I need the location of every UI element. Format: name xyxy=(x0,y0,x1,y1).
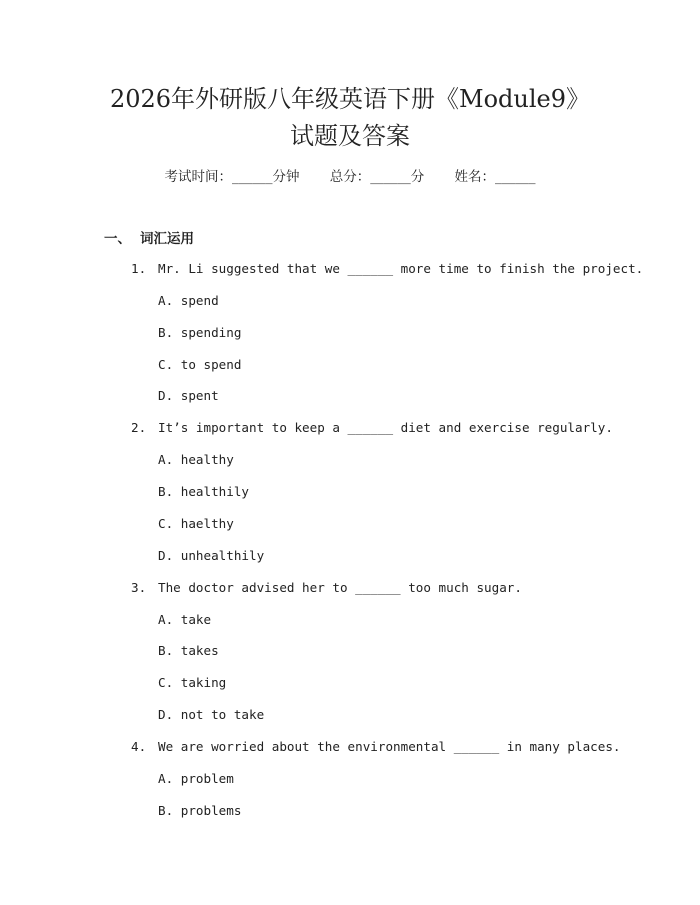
answer-option: D. unhealthily xyxy=(158,548,265,563)
exam-time-field: 考试时间：______分钟 xyxy=(164,169,300,185)
answer-option: B. healthily xyxy=(158,484,249,499)
question-text: It’s important to keep a ______ diet and exercise regularly. xyxy=(158,420,613,435)
answer-option: C. haelthy xyxy=(158,516,234,531)
page-subtitle: 试题及答案 xyxy=(290,122,410,150)
answer-option: D. not to take xyxy=(158,707,265,722)
question-number: 3. xyxy=(131,580,147,595)
answer-option: A. healthy xyxy=(158,452,234,467)
question-number: 2. xyxy=(131,420,147,435)
answer-option: A. problem xyxy=(158,771,234,786)
total-score-field: 总分：______分 xyxy=(329,169,425,185)
question-text: We are worried about the environmental ______ in many places. xyxy=(158,739,621,754)
answer-option: B. spending xyxy=(158,325,242,340)
section-number: 一、 xyxy=(104,231,131,247)
question xyxy=(131,578,522,598)
answer-option: A. spend xyxy=(158,293,219,308)
answer-option: B. problems xyxy=(158,803,242,818)
answer-option: B. takes xyxy=(158,643,219,658)
answer-option: C. taking xyxy=(158,675,227,690)
question-number: 4. xyxy=(131,739,147,754)
section-title: 词汇运用 xyxy=(140,231,194,247)
exam-info xyxy=(0,166,700,188)
question-text: The doctor advised her to ______ too much sugar. xyxy=(158,580,522,595)
question xyxy=(131,737,621,757)
question-number: 1. xyxy=(131,261,147,276)
question xyxy=(131,259,643,279)
answer-option: A. take xyxy=(158,612,212,627)
section-heading xyxy=(104,228,194,250)
answer-option: C. to spend xyxy=(158,357,242,372)
page-title: 2026年外研版八年级英语下册《Module9》 xyxy=(109,85,591,113)
answer-option: D. spent xyxy=(158,388,219,403)
question-text: Mr. Li suggested that we ______ more time to finish the project. xyxy=(158,261,644,276)
question xyxy=(131,418,613,438)
name-field: 姓名：______ xyxy=(454,169,536,185)
